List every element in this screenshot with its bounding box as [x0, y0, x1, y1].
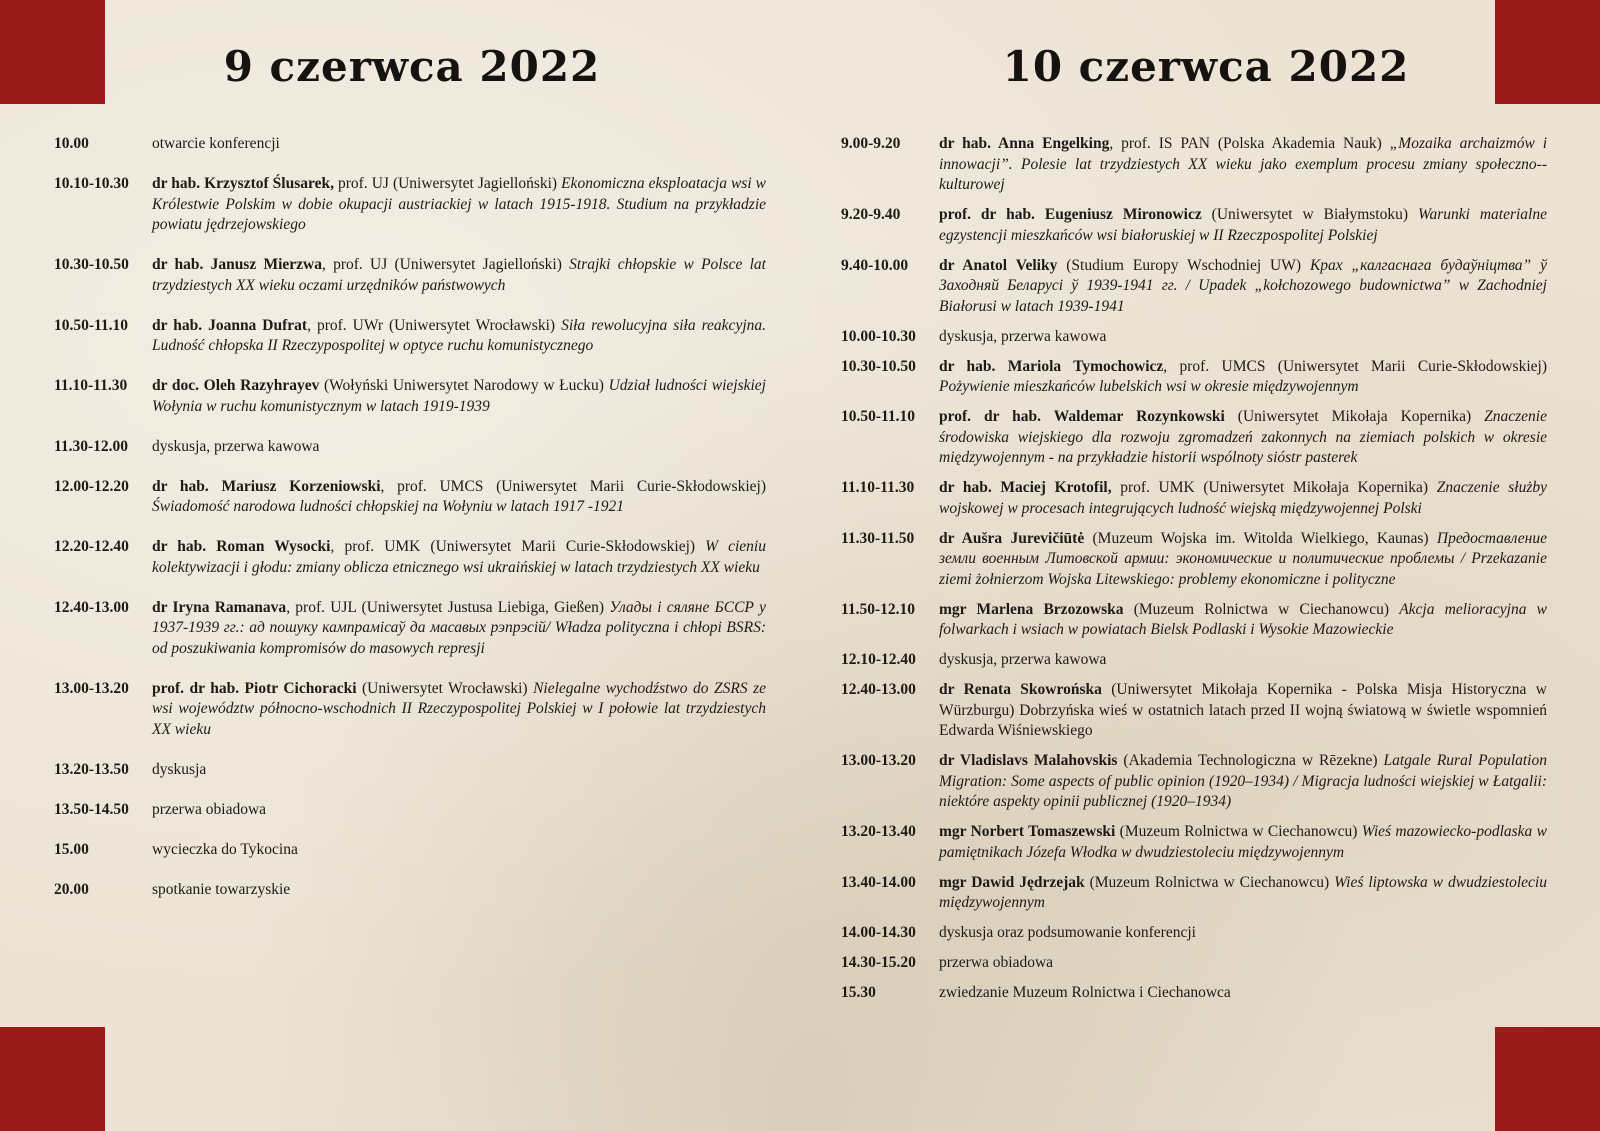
schedule-entry — [54, 760, 766, 781]
speaker-name: dr hab. Roman Wysocki — [152, 538, 331, 555]
schedule-entry — [841, 600, 1547, 641]
entry-details — [939, 478, 1547, 519]
speaker-affiliation: (Wołyński Uniwersytet Narodowy w Łucku) — [319, 377, 609, 394]
schedule-entry — [841, 650, 1547, 671]
schedule-entry — [841, 873, 1547, 914]
entry-time: 14.30-15.20 — [841, 954, 916, 971]
talk-title: Udział ludności wiejskiej Wołynia w ruchu komunistycznym w latach 1919-1939 — [152, 377, 766, 415]
speaker-name: dr hab. Krzysztof Ślusarek, — [152, 175, 334, 192]
schedule-entry — [54, 800, 766, 821]
speaker-affiliation: , prof. UJL (Uniwersytet Justusa Liebiga, Gießen) — [286, 598, 610, 616]
entry-time: 9.00-9.20 — [841, 135, 901, 152]
speaker-name: dr Anatol Veliky — [939, 256, 1058, 274]
talk-title: „Mozaika archaizmów i innowacji”. Polesie lat trzydziestych XX wieku jako exemplum procesu zmiany społeczno--kulturowej — [939, 135, 1548, 193]
speaker-affiliation: (Uniwersytet w Białymstoku) — [1201, 206, 1418, 223]
entry-time: 11.30-11.50 — [841, 529, 915, 547]
speaker-name: dr hab. Janusz Mierzwa — [152, 256, 322, 273]
schedule-entry — [841, 751, 1547, 813]
entry-details — [939, 600, 1547, 641]
schedule-entry — [841, 407, 1547, 469]
talk-title: Znaczenie środowiska wiejskiego dla rozwoju zgromadzeń zakonnych na ziemiach polskich w okresie międzywojennym - na przykładzie historii wspólnoty sióstr pasterek — [939, 408, 1547, 466]
entry-time: 11.10-11.30 — [841, 479, 915, 496]
speaker-name: mgr Marlena Brzozowska — [939, 600, 1124, 618]
entry-details — [939, 873, 1547, 914]
entry-time: 20.00 — [54, 880, 89, 898]
speaker-affiliation: , prof. UMCS (Uniwersytet Marii Curie-Skłodowskiej) — [380, 477, 766, 495]
entry-details: zwiedzanie Muzeum Rolnictwa i Ciechanowca — [939, 984, 1231, 1001]
talk-title: Улады і сяляне БССР у 1937-1939 гг.: ад пошуку кампрамісаў да масавых рэпрэсій/ Władza polityczna i chłopi BSRS: od poszukiwania kompromisów do masowych represji — [152, 598, 767, 657]
day2-title: 10 czerwca 2022 — [1002, 42, 1410, 91]
entry-details: wycieczka do Tykocina — [152, 840, 298, 858]
speaker-name: dr doc. Oleh Razyhrayev — [152, 377, 320, 394]
entry-time: 10.00 — [54, 135, 89, 152]
entry-details: dyskusja, przerwa kawowa — [939, 651, 1107, 668]
talk-title: Znaczenie służby wojskowej w procesach integrujących ludność wiejską międzywojennej Polski — [939, 479, 1547, 517]
speaker-affiliation: , prof. UWr (Uniwersytet Wrocławski) — [307, 316, 562, 334]
entry-details — [939, 751, 1547, 813]
speaker-name: dr hab. Joanna Dufrat — [152, 316, 308, 334]
entry-time: 12.20-12.40 — [54, 538, 129, 555]
entry-details — [152, 537, 766, 578]
schedule-entry — [54, 840, 766, 861]
talk-title: Strajki chłopskie w Polsce lat trzydziestych XX wieku oczami urzędników państwowych — [152, 256, 766, 294]
schedule-entry — [841, 327, 1547, 348]
schedule-entry — [54, 376, 766, 417]
entry-details: przerwa obiadowa — [152, 800, 267, 818]
entry-details: dyskusja, przerwa kawowa — [152, 437, 320, 455]
entry-time: 13.50-14.50 — [54, 800, 129, 818]
entry-details — [939, 680, 1547, 742]
schedule-entry — [54, 134, 766, 155]
speaker-affiliation: , prof. UMK (Uniwersytet Marii Curie-Skłodowskiej) — [330, 538, 706, 555]
speaker-affiliation: (Muzeum Rolnictwa w Ciechanowcu) — [1123, 600, 1400, 618]
entry-time: 13.20-13.50 — [54, 760, 129, 778]
entry-details: dyskusja oraz podsumowanie konferencji — [939, 924, 1196, 941]
corner-decoration-top-right — [1495, 0, 1600, 104]
talk-title: Siła rewolucyjna siła reakcyjna. Ludność chłopska II Rzeczypospolitej w optyce ruchu komunistycznego — [152, 316, 767, 354]
speaker-name: prof. dr hab. Eugeniusz Mironowicz — [939, 206, 1202, 223]
schedule-entry — [841, 205, 1547, 246]
schedule-entry — [841, 953, 1547, 974]
day1-title: 9 czerwca 2022 — [223, 42, 601, 91]
speaker-name: mgr Dawid Jędrzejak — [939, 873, 1085, 891]
talk-title: Świadomość narodowa ludności chłopskiej na Wołyniu w latach 1917 -1921 — [152, 498, 625, 515]
entry-details — [152, 477, 766, 518]
talk-title: Предоставление земли военным Литовской армии: экономические и политические проблемы / Przekazanie ziemi żołnierzom Wojska Litewskiego: problemy ekonomiczne i polityczne — [939, 529, 1547, 588]
entry-details — [939, 205, 1547, 246]
entry-time: 9.40-10.00 — [841, 256, 909, 274]
schedule-entry — [841, 983, 1547, 1004]
talk-title: Wieś mazowiecko-podlaska w pamiętnikach Józefa Włodka w dwudziestoleciu międzywojennym — [939, 823, 1547, 861]
talk-title: W cieniu kolektywizacji i głodu: zmiany oblicza etnicznego wsi ukraińskiej w latach trzydziestych XX wieku — [152, 538, 766, 576]
talk-title: Warunki materialne egzystencji mieszkańców wsi białoruskiej w II Rzeczpospolitej Polskiej — [939, 206, 1547, 244]
entry-time: 11.50-12.10 — [841, 600, 916, 618]
entry-details — [152, 598, 766, 660]
speaker-affiliation: , prof. IS PAN (Polska Akademia Nauk) — [1109, 135, 1390, 152]
schedule-entry — [841, 923, 1547, 944]
entry-time: 12.40-13.00 — [841, 681, 916, 698]
entry-time: 15.30 — [841, 984, 876, 1001]
speaker-affiliation: prof. UJ (Uniwersytet Jagielloński) — [333, 175, 562, 192]
entry-details: otwarcie konferencji — [152, 135, 280, 152]
schedule-entry — [841, 478, 1547, 519]
speaker-name: mgr Norbert Tomaszewski — [939, 823, 1116, 840]
entry-time: 11.30-12.00 — [54, 437, 129, 455]
entry-details: dyskusja, przerwa kawowa — [939, 327, 1107, 345]
schedule-entry — [54, 679, 766, 741]
entry-time: 10.50-11.10 — [54, 316, 129, 334]
schedule-entry — [54, 537, 766, 578]
entry-details — [152, 376, 766, 417]
speaker-name: dr hab. Anna Engelking — [939, 135, 1110, 152]
entry-details — [939, 357, 1547, 398]
talk-title: Wieś liptowska w dwudziestoleciu międzywojennym — [939, 873, 1547, 911]
entry-time: 14.00-14.30 — [841, 924, 916, 941]
entry-time: 10.30-10.50 — [54, 256, 129, 273]
entry-time: 13.20-13.40 — [841, 823, 916, 840]
talk-title: Latgale Rural Population Migration: Some aspects of public opinion (1920–1934) / Migracja ludności wiejskiej w Łatgalii: niektóre aspekty opinii publicznej (1920–1934) — [939, 752, 1547, 810]
speaker-affiliation: prof. UMK (Uniwersytet Mikołaja Kopernika) — [1111, 479, 1437, 496]
schedule-entry — [841, 822, 1547, 863]
talk-title: Dobrzyńska wieś w ostatnich latach przed II wojną światową w świetle wspomnień Edwarda Wiśniewskiego — [939, 701, 1547, 739]
entry-time: 10.50-11.10 — [841, 408, 916, 425]
entry-details: przerwa obiadowa — [939, 954, 1054, 971]
entry-time: 12.00-12.20 — [54, 477, 129, 495]
schedule-entry — [54, 255, 766, 296]
speaker-affiliation: (Muzeum Rolnictwa w Ciechanowcu) — [1084, 873, 1335, 891]
speaker-affiliation: (Muzeum Rolnictwa w Ciechanowcu) — [1115, 823, 1362, 840]
speaker-name: prof. dr hab. Waldemar Rozynkowski — [939, 408, 1225, 425]
schedule-entry — [841, 680, 1547, 742]
entry-time: 13.40-14.00 — [841, 873, 916, 891]
speaker-name: dr hab. Mariola Tymochowicz — [939, 357, 1164, 375]
schedule-entry — [54, 598, 766, 660]
schedule-entry — [841, 357, 1547, 398]
speaker-name: dr Aušra Jurevičiūtė — [939, 529, 1085, 547]
entry-details — [939, 529, 1547, 591]
talk-title: Ekonomiczna eksploatacja wsi w Królestwie Polskim w dobie okupacji austriackiej w latach 1915-1918. Studium na przykładzie powiatu jędrzejowskiego — [152, 175, 766, 233]
speaker-affiliation: , prof. UMCS (Uniwersytet Marii Curie-Skłodowskiej) — [1163, 357, 1547, 375]
corner-decoration-bottom-left — [0, 1027, 105, 1131]
entry-details — [152, 174, 766, 236]
schedule-entry — [54, 880, 766, 901]
schedule-entry — [54, 477, 766, 518]
schedule-entry — [841, 529, 1547, 591]
talk-title: Крах „калгаснага будаўніцтва” ў Заходняй Беларусі ў 1939-1941 гг. / Upadek „kołchozowego budownictwa” w Zachodniej Białorusi w latach 1939-1941 — [939, 256, 1547, 315]
schedule-entry — [54, 316, 766, 357]
speaker-affiliation: (Muzeum Wojska im. Witolda Wielkiego, Kaunas) — [1084, 529, 1437, 547]
schedule-entry — [841, 134, 1547, 196]
entry-time: 13.00-13.20 — [54, 679, 129, 697]
speaker-affiliation: (Uniwersytet Mikołaja Kopernika) — [1224, 408, 1485, 425]
entry-time: 12.40-13.00 — [54, 598, 129, 616]
speaker-affiliation: (Akademia Technologiczna w Rēzekne) — [1117, 752, 1384, 769]
entry-details — [939, 256, 1547, 318]
schedule-entry — [54, 174, 766, 236]
entry-time: 10.10-10.30 — [54, 175, 129, 192]
entry-time: 11.10-11.30 — [54, 377, 128, 394]
entry-time: 10.30-10.50 — [841, 357, 916, 375]
day1-schedule — [54, 134, 766, 920]
corner-decoration-top-left — [0, 0, 105, 104]
entry-time: 9.20-9.40 — [841, 206, 901, 223]
entry-time: 15.00 — [54, 840, 89, 858]
speaker-affiliation: (Uniwersytet Wrocławski) — [356, 679, 534, 697]
speaker-name: dr Renata Skowrońska — [939, 681, 1102, 698]
entry-time: 10.00-10.30 — [841, 327, 916, 345]
speaker-name: dr hab. Mariusz Korzeniowski — [152, 477, 381, 495]
entry-details — [152, 255, 766, 296]
entry-details — [939, 822, 1547, 863]
entry-details — [152, 679, 766, 741]
entry-details — [939, 407, 1547, 469]
talk-title: Nielegalne wychodźstwo do ZSRS ze wsi województw północno-wschodnich II Rzeczypospolitej Polskiej w I połowie lat trzydziestych XX wieku — [152, 679, 766, 738]
speaker-name: prof. dr hab. Piotr Cichoracki — [152, 679, 357, 697]
speaker-name: dr Vladislavs Malahovskis — [939, 752, 1118, 769]
talk-title: Pożywienie mieszkańców lubelskich wsi w okresie międzywojennym — [939, 378, 1359, 395]
talk-title: Akcja melioracyjna w folwarkach i wsiach w powiatach Bielsk Podlaski i Wysokie Mazowieckie — [939, 600, 1547, 638]
entry-details — [152, 316, 766, 357]
schedule-entry — [841, 256, 1547, 318]
speaker-affiliation: (Uniwersytet Mikołaja Kopernika - Polska Misja Historyczna w Würzburgu) — [939, 681, 1547, 719]
speaker-name: dr hab. Maciej Krotofil, — [939, 479, 1112, 496]
schedule-entry — [54, 437, 766, 458]
entry-time: 13.00-13.20 — [841, 752, 916, 769]
entry-details: spotkanie towarzyskie — [152, 880, 291, 898]
entry-details: dyskusja — [152, 760, 207, 778]
entry-details — [939, 134, 1547, 196]
speaker-affiliation: (Studium Europy Wschodniej UW) — [1057, 256, 1310, 274]
speaker-name: dr Iryna Ramanava — [152, 598, 287, 616]
corner-decoration-bottom-right — [1495, 1027, 1600, 1131]
day2-schedule — [841, 134, 1547, 1013]
speaker-affiliation: , prof. UJ (Uniwersytet Jagielloński) — [321, 256, 570, 273]
entry-time: 12.10-12.40 — [841, 651, 916, 668]
